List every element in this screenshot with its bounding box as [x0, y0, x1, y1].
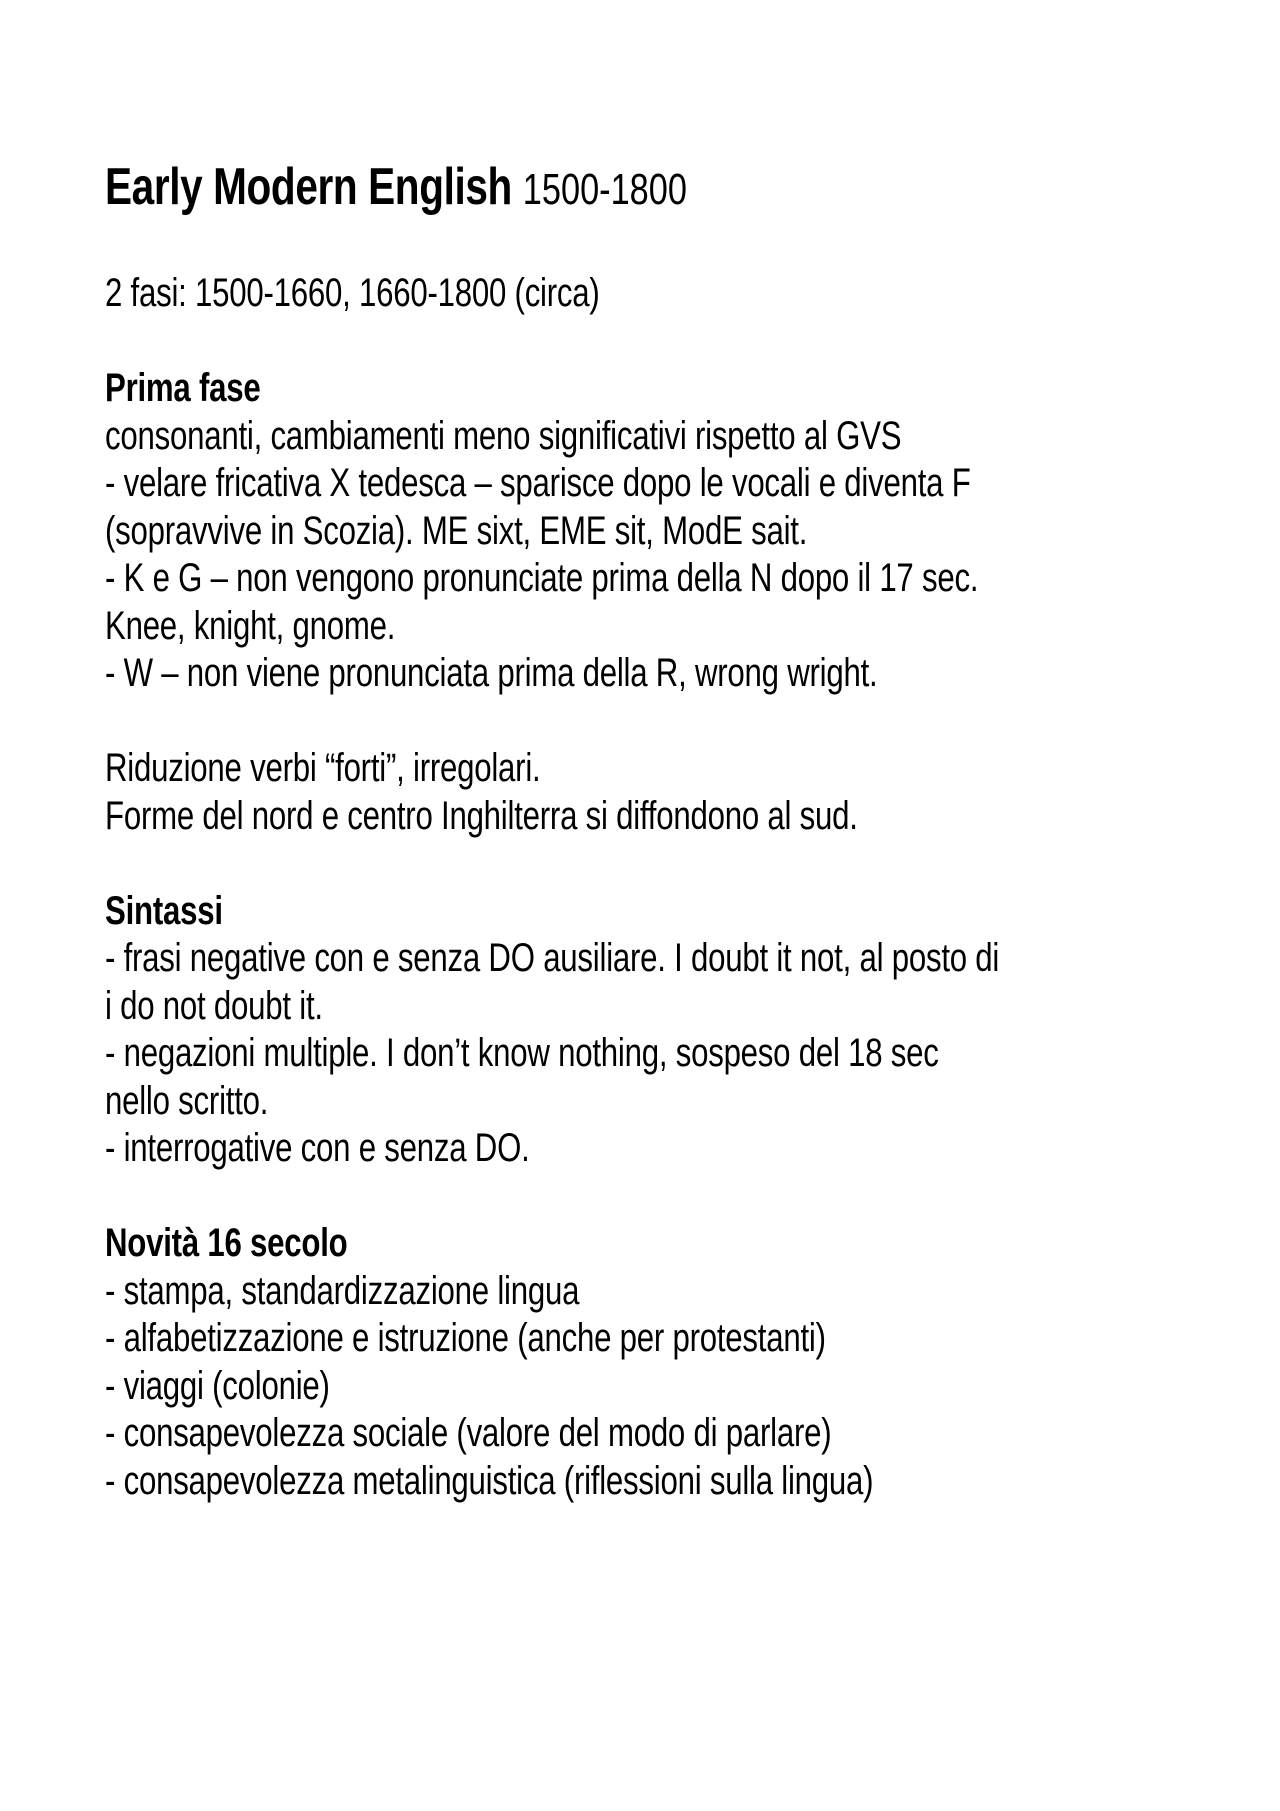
text-line: Sintassi — [105, 888, 223, 933]
text-line: Prima fase — [105, 366, 261, 410]
text-line: Knee, knight, gnome. — [105, 603, 396, 648]
text-line: 2 fasi: 1500-1660, 1660-1800 (circa) — [105, 271, 600, 315]
document-title-years: 1500-1800 — [522, 165, 687, 214]
text-line: nello scritto. — [105, 1078, 269, 1123]
text-line: Novità 16 secolo — [105, 1221, 348, 1265]
document-text-column — [105, 152, 999, 1505]
text-line: - stampa, standardizzazione lingua — [105, 1268, 580, 1313]
blank-line — [105, 840, 999, 888]
text-line: - frasi negative con e senza DO ausiliare. I doubt it not, al posto di — [105, 936, 1000, 980]
text-line: - viaggi (colonie) — [105, 1363, 330, 1408]
text-line: - W – non viene pronunciata prima della R, wrong wright. — [105, 651, 878, 695]
blank-line — [105, 318, 999, 366]
title-spacer — [105, 222, 999, 270]
text-line: (sopravvive in Scozia). ME sixt, EME sit, ModE sait. — [105, 508, 808, 553]
document-title-main: Early Modern English — [105, 158, 512, 216]
text-line: - alfabetizzazione e istruzione (anche per protestanti) — [105, 1316, 826, 1360]
text-line: - velare fricativa X tedesca – sparisce dopo le vocali e diventa F — [105, 461, 971, 505]
text-line: - K e G – non vengono pronunciate prima della N dopo il 17 sec. — [105, 556, 979, 600]
blank-line — [105, 1173, 999, 1221]
text-line: Forme del nord e centro Inghilterra si diffondono al sud. — [105, 793, 858, 838]
text-line: - negazioni multiple. I don’t know nothing, sospeso del 18 sec — [105, 1031, 939, 1075]
text-line: - consapevolezza metalinguistica (riflessioni sulla lingua) — [105, 1458, 874, 1503]
text-line: - interrogative con e senza DO. — [105, 1126, 530, 1170]
blank-line — [105, 698, 999, 746]
document-title — [105, 152, 999, 222]
text-line: consonanti, cambiamenti meno significativi rispetto al GVS — [105, 413, 902, 458]
text-line: - consapevolezza sociale (valore del modo di parlare) — [105, 1411, 832, 1455]
document-body — [105, 270, 999, 1505]
text-line: i do not doubt it. — [105, 983, 323, 1028]
text-line: Riduzione verbi “forti”, irregolari. — [105, 746, 541, 790]
